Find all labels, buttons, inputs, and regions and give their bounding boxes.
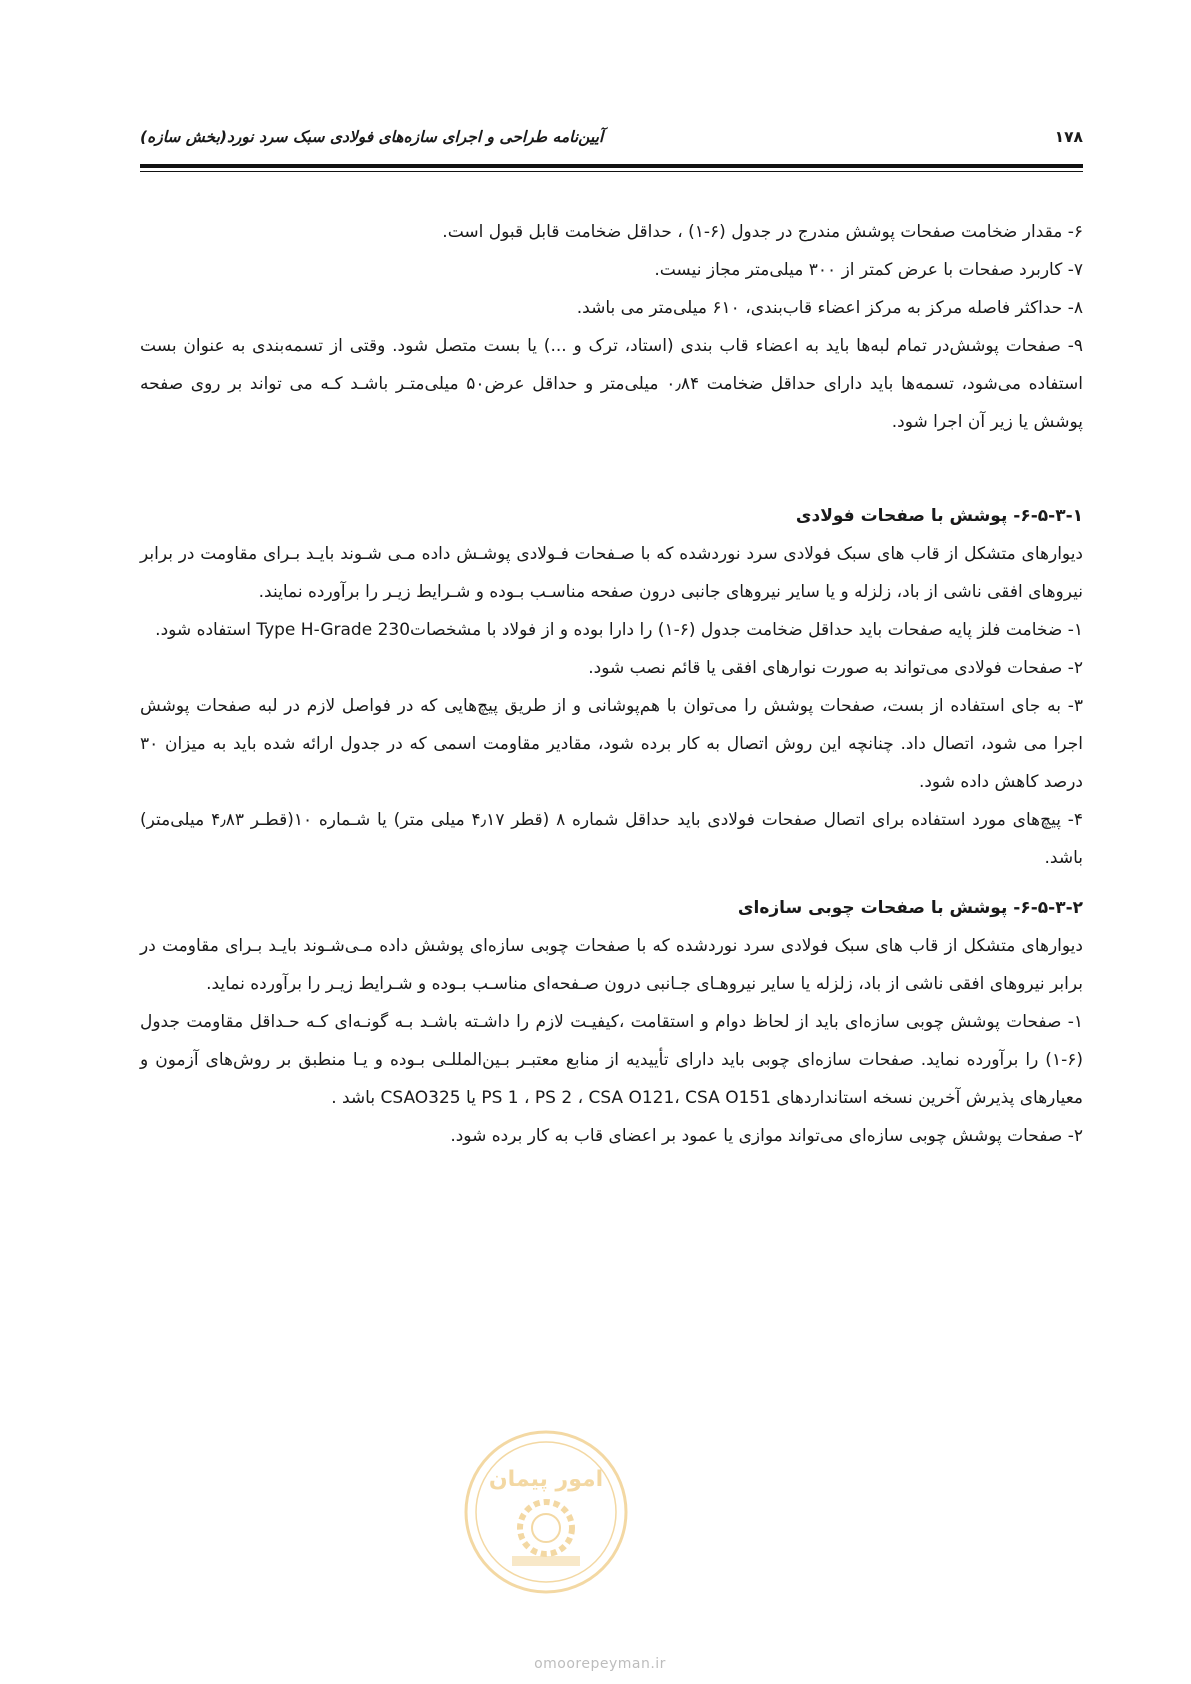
page-number: ۱۷۸: [1054, 128, 1083, 146]
list-item: ۲- صفحات فولادی می‌تواند به صورت نوارهای افقی یا قائم نصب شود.: [588, 658, 1083, 678]
watermark-logo-icon: [462, 1428, 630, 1596]
list-item: ۱- ضخامت فلز پایه صفحات باید حداقل ضخامت جدول (۶-۱) را دارا بوده و از فولاد با مشخصات‌Type H-Grade 230 استفاده شود.: [155, 620, 1083, 640]
section-intro: دیوارهای متشکل از قاب های سبک فولادی سرد نوردشده که با صفحات چوبی سازه‌ای پوشش داده مـی‌شـوند بایـد بـرای مقاومت در برابر نیروهای افقی ناشی از باد، زلزله یا سایر نیروهـای جـانبی درون صـفحه‌ای مناسـب بـوده و شـرایط زیـر را برآورده نماید.: [140, 936, 1083, 994]
list-item: ۹- صفحات پوشش‌در تمام لبه‌ها باید به اعضاء قاب بندی (استاد، ترک و ...) یا بست متصل شود. وقتی از تسمه‌بندی به عنوان بست استفاده می‌شود، تسمه‌ها باید دارای حداقل ضخامت ۰٫۸۴ میلی‌متر و حداقل عرض۵۰ میلی‌متـر باشـد کـه می تواند بر روی صفحه پوشش یا زیر آن اجرا شود.: [140, 336, 1084, 432]
list-item: ۲- صفحات پوشش چوبی سازه‌ای می‌تواند موازی یا عمود بر اعضای قاب به کار برده شود.: [450, 1126, 1083, 1146]
running-title: آیین‌نامه طراحی و اجرای سازه‌های فولادی سبک سرد نورد(بخش سازه): [140, 128, 604, 146]
list-item: ۷- کاربرد صفحات با عرض کمتر از ۳۰۰ میلی‌متر مجاز نیست.: [654, 260, 1083, 280]
header-rule-thick: [140, 164, 1083, 168]
section-intro: دیوارهای متشکل از قاب های سبک فولادی سرد نوردشده که با صـفحات فـولادی پوشـش داده مـی شـوند بایـد بـرای مقاومت در برابر نیروهای افقی ناشی از باد، زلزله و یا سایر نیروهای جانبی درون صفحه مناسـب بـوده و شـرایط زیـر را برآورده نمایند.: [140, 544, 1083, 602]
list-item: ۸- حداکثر فاصله مرکز به مرکز اعضاء قاب‌بندی، ۶۱۰ میلی‌متر می باشد.: [576, 298, 1083, 318]
body-text: [140, 213, 1083, 1155]
list-item: ۱- صفحات پوشش چوبی سازه‌ای باید از لحاظ دوام و استقامت ،کیفیـت لازم را داشـته باشـد بـه گونـه‌ای کـه حـداقل مقاومت جدول (۶-۱) را برآورده نماید. صفحات سازه‌ای چوبی باید دارای تأییدیه از منابع معتبـر بـین‌المللـی بـوده و یـا منطبق بر روش‌های آزمون و معیارهای پذیرش آخرین نسخه استانداردهای PS 1 ، PS 2 ، CSA O121، CSA O151 یا CSAO325 باشد .: [140, 1012, 1083, 1108]
section-heading: ۶-۵-۳-۲- پوشش با صفحات چوبی سازه‌ای: [737, 898, 1083, 918]
watermark-site: omoorepeyman.ir: [534, 1656, 666, 1672]
page-header: [140, 128, 1083, 154]
list-item: ۶- مقدار ضخامت صفحات پوشش مندرج در جدول (۶-۱) ، حداقل ضخامت قابل قبول است.: [442, 222, 1083, 242]
list-item: ۳- به جای استفاده از بست، صفحات پوشش را می‌توان با هم‌پوشانی و از طریق پیچ‌هایی که در فواصل لازم در لبه صفحات پوشش اجرا می شود، اتصال داد. چنانچه این روش اتصال به کار برده شود، مقادیر مقاومت اسمی که در جدول ارائه شده باید به میزان ۳۰ درصد کاهش داده شود.: [140, 696, 1083, 792]
header-rule-thin: [140, 171, 1083, 172]
watermark-logo-text: امور پیمان: [488, 1467, 604, 1492]
section-heading: ۶-۵-۳-۱- پوشش با صفحات فولادی: [795, 506, 1083, 526]
list-item: ۴- پیچ‌های مورد استفاده برای اتصال صفحات فولادی باید حداقل شماره ۸ (قطر ۴٫۱۷ میلی متر) یا شـماره ۱۰(قطـر ۴٫۸۳ میلی‌متر) باشد.: [140, 810, 1083, 868]
